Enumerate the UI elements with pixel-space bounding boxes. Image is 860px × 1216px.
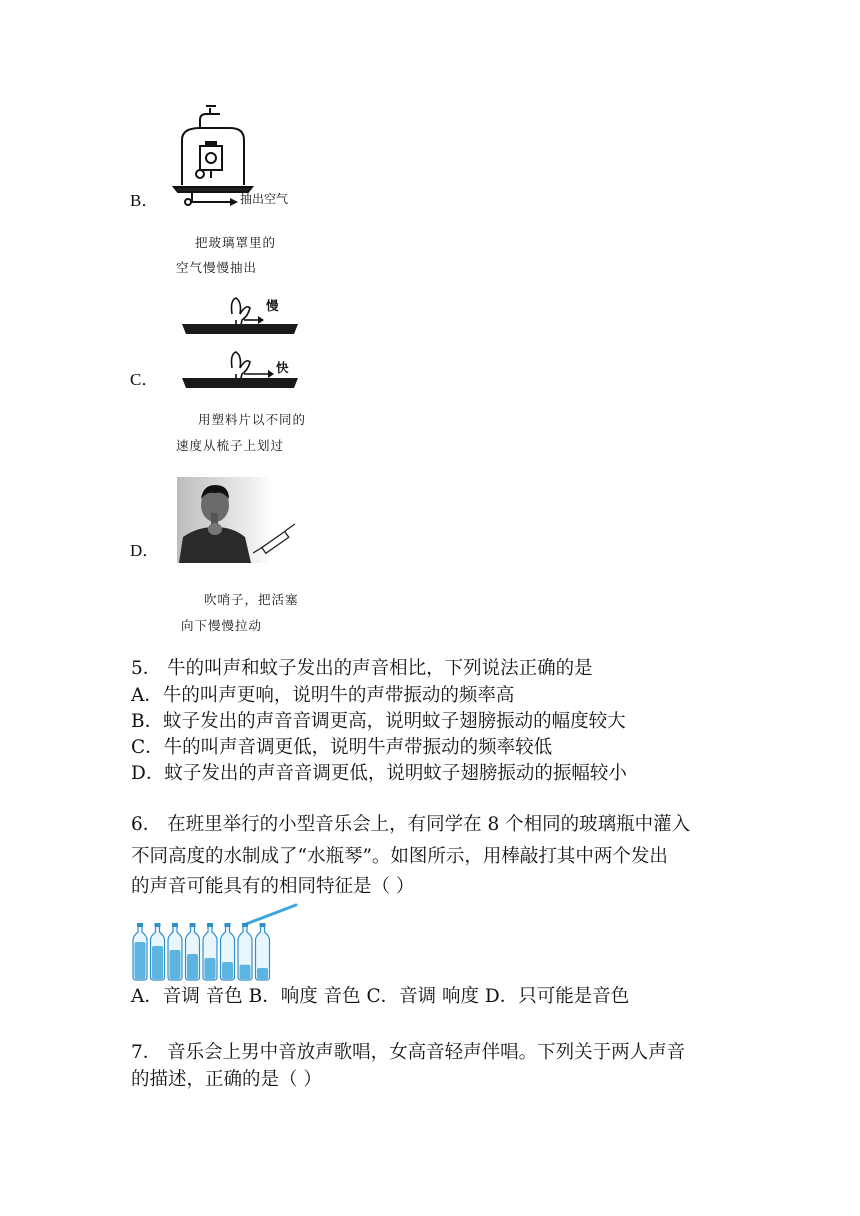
arrow-icon: [230, 198, 238, 206]
bottle-water: [170, 950, 181, 979]
q6-stem-line1: 6． 在班里举行的小型音乐会上，有同学在 8 个相同的玻璃瓶中灌入: [131, 814, 691, 835]
arrow-icon: [268, 370, 274, 378]
option-d-caption-line1: 吹哨子，把活塞: [204, 592, 299, 607]
option-c-letter: C．: [130, 370, 159, 389]
q7-stem-line2: 的描述，正确的是（ ）: [131, 1069, 322, 1090]
bell-jar-arrow-label: 抽出空气: [240, 192, 289, 206]
bottle-water: [152, 946, 163, 979]
bottle-cap: [190, 923, 196, 927]
q5-option-a: A．牛的叫声更响，说明牛的声带振动的频率高: [131, 685, 515, 706]
bottle-water: [240, 965, 251, 979]
striking-stick: [246, 905, 296, 924]
bottle-cap: [260, 923, 266, 927]
option-b-caption-line1: 把玻璃罩里的: [195, 235, 277, 250]
q7-stem-line1: 7． 音乐会上男中音放声歌唱，女高音轻声伴唱。下列关于两人声音: [131, 1042, 686, 1063]
bottle-water: [257, 968, 268, 979]
option-d-letter: D．: [130, 541, 160, 560]
comb-label-fast: 快: [276, 360, 290, 375]
bottle-cap: [172, 923, 178, 927]
bottle-water: [222, 962, 233, 979]
water-bottles-figure: [128, 902, 303, 982]
bottle-cap: [242, 923, 248, 927]
option-c-caption-line2: 速度从梳子上划过: [176, 438, 285, 453]
bottle-water: [205, 958, 216, 979]
q5-option-c: C．牛的叫声音调更低，说明牛声带振动的频率较低: [131, 737, 553, 758]
comb-label-slow: 慢: [266, 298, 280, 313]
q6-stem-line3: 的声音可能具有的相同特征是（ ）: [131, 876, 415, 897]
option-b-caption-line2: 空气慢慢抽出: [176, 260, 258, 275]
bottle-water: [135, 942, 146, 979]
option-c-caption-line1: 用塑料片以不同的: [198, 412, 307, 427]
boy-whistle-photo: [177, 477, 302, 563]
q5-stem: 5． 牛的叫声和蚊子发出的声音相比，下列说法正确的是: [131, 658, 593, 679]
bottle-cap: [225, 923, 231, 927]
arrow-icon: [258, 316, 264, 324]
bottle-water: [187, 954, 198, 979]
bottle-cap: [137, 923, 143, 927]
bottle-cap: [207, 923, 213, 927]
option-d-caption-line2: 向下慢慢拉动: [181, 618, 263, 633]
q6-stem-line2: 不同高度的水制成了“水瓶琴”。如图所示，用棒敲打其中两个发出: [131, 846, 668, 867]
option-b-letter: B．: [130, 191, 159, 210]
q5-option-b: B．蚊子发出的声音音调更高，说明蚊子翅膀振动的幅度较大: [131, 711, 626, 732]
q5-option-d: D．蚊子发出的声音音调更低，说明蚊子翅膀振动的振幅较小: [131, 763, 627, 784]
q6-options: A．音调 音色 B．响度 音色 C．音调 响度 D．只可能是音色: [131, 986, 630, 1007]
comb-figure: [180, 290, 305, 400]
bottle-cap: [155, 923, 161, 927]
